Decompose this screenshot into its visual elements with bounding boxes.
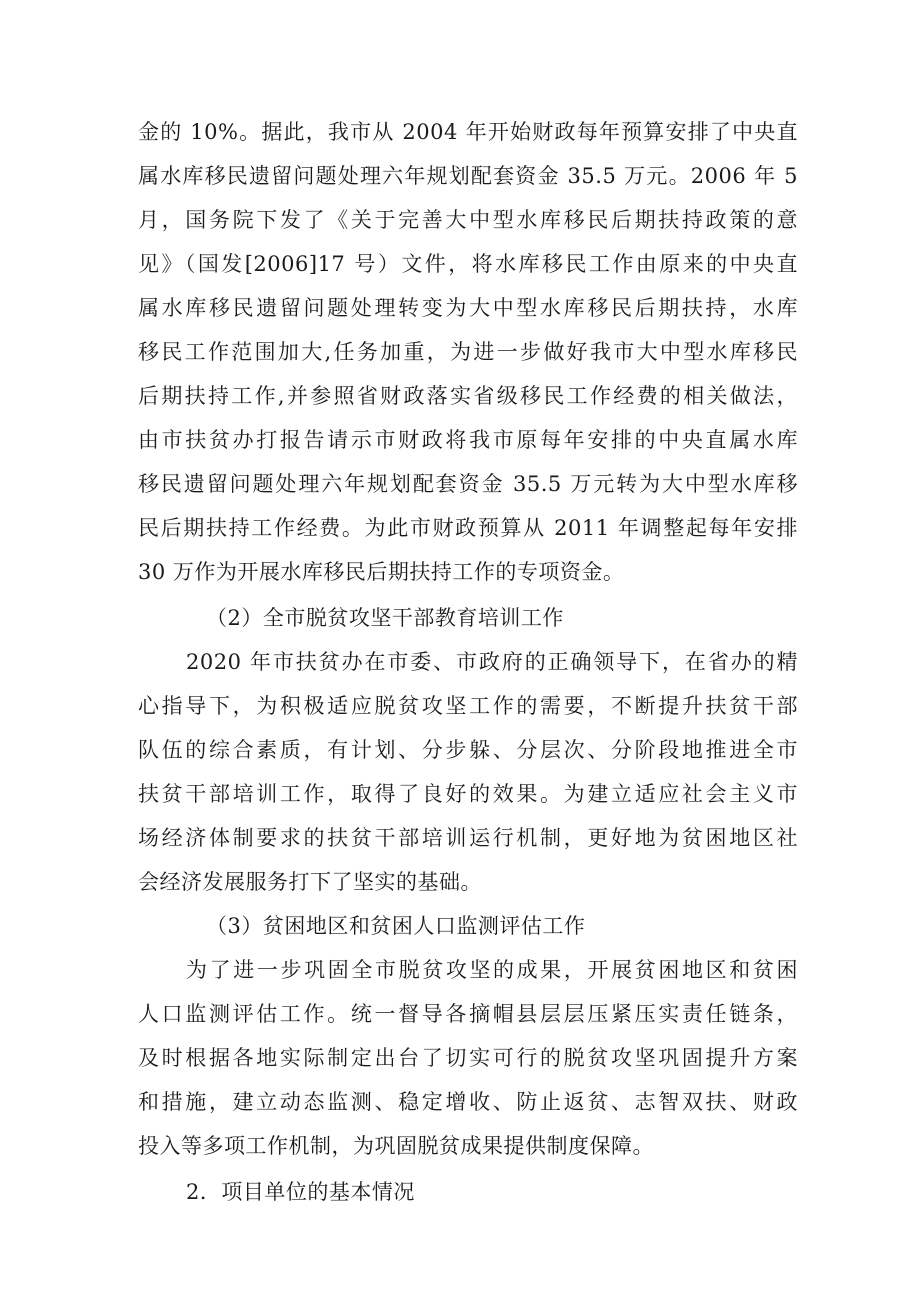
paragraph-1-line: 后期扶持工作,并参照省财政落实省级移民工作经费的相关做法， [138, 384, 798, 408]
paragraph-1-line: 见》（国发[2006]17 号）文件，将水库移民工作由原来的中央直 [138, 252, 798, 276]
paragraph-1-line: 金的 10%。据此，我市从 2004 年开始财政每年预算安排了中央直 [138, 120, 798, 144]
paragraph-2-line: 队伍的综合素质，有计划、分步躲、分层次、分阶段地推进全市 [138, 738, 798, 762]
section-heading-3: （3）贫困地区和贫困人口监测评估工作 [206, 914, 586, 938]
section-heading-2: （2）全市脱贫攻坚干部教育培训工作 [206, 606, 564, 630]
paragraph-3-line: 为了进一步巩固全市脱贫攻坚的成果，开展贫困地区和贫困 [186, 958, 798, 982]
paragraph-3-line: 投入等多项工作机制，为巩固脱贫成果提供制度保障。 [138, 1134, 654, 1158]
section-heading-4: 2．项目单位的基本情况 [186, 1180, 415, 1204]
paragraph-1-line: 移民遗留问题处理六年规划配套资金 35.5 万元转为大中型水库移 [138, 472, 798, 496]
paragraph-3-line: 及时根据各地实际制定出台了切实可行的脱贫攻坚巩固提升方案 [138, 1046, 798, 1070]
paragraph-1-line: 属水库移民遗留问题处理六年规划配套资金 35.5 万元。2006 年 5 [138, 164, 798, 188]
paragraph-2-line: 会经济发展服务打下了坚实的基础。 [138, 870, 482, 894]
paragraph-3-line: 和措施，建立动态监测、稳定增收、防止返贫、志智双扶、财政 [138, 1090, 798, 1114]
paragraph-2-line: 场经济体制要求的扶贫干部培训运行机制，更好地为贫困地区社 [138, 826, 798, 850]
paragraph-1-line: 30 万作为开展水库移民后期扶持工作的专项资金。 [138, 560, 625, 584]
paragraph-1-line: 属水库移民遗留问题处理转变为大中型水库移民后期扶持，水库 [138, 296, 798, 320]
paragraph-1-line: 移民工作范围加大,任务加重，为进一步做好我市大中型水库移民 [138, 340, 798, 364]
paragraph-1-line: 月，国务院下发了《关于完善大中型水库移民后期扶持政策的意 [138, 208, 798, 232]
paragraph-1-line: 由市扶贫办打报告请示市财政将我市原每年安排的中央直属水库 [138, 428, 798, 452]
paragraph-1-line: 民后期扶持工作经费。为此市财政预算从 2011 年调整起每年安排 [138, 516, 798, 540]
paragraph-2-line: 2020 年市扶贫办在市委、市政府的正确领导下，在省办的精 [186, 650, 798, 674]
paragraph-2-line: 心指导下，为积极适应脱贫攻坚工作的需要，不断提升扶贫干部 [138, 694, 798, 718]
paragraph-3-line: 人口监测评估工作。统一督导各摘帽县层层压紧压实责任链条， [138, 1002, 798, 1026]
paragraph-2-line: 扶贫干部培训工作，取得了良好的效果。为建立适应社会主义市 [138, 782, 798, 806]
